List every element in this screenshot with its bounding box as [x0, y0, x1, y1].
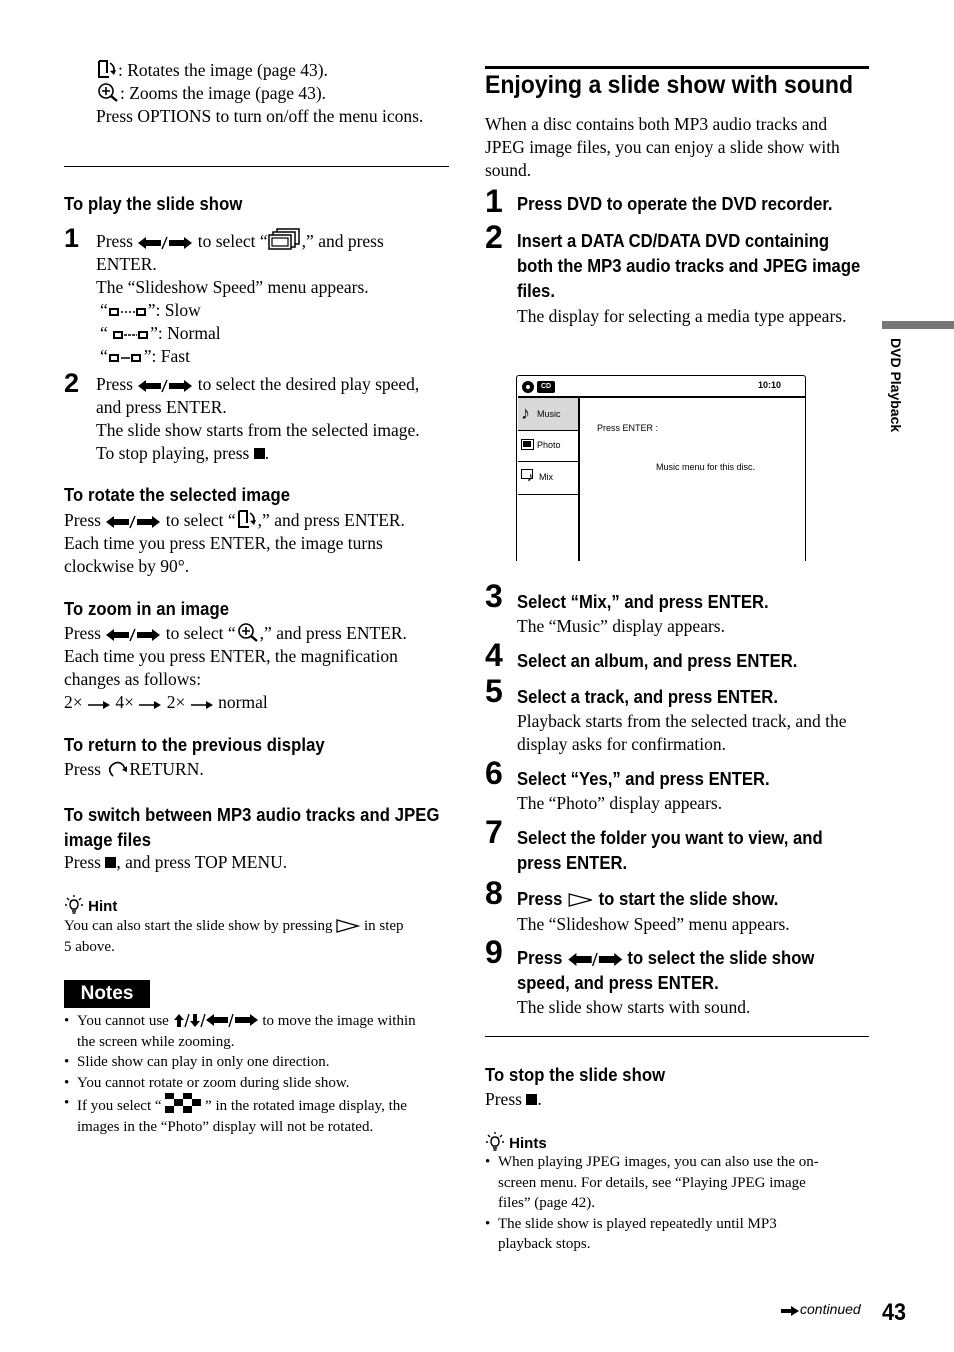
- step-number: 5: [485, 673, 503, 709]
- clock: 10:10: [758, 380, 782, 390]
- step-body: The “Slideshow Speed” menu appears.: [517, 914, 790, 934]
- hint-body: You can also start the slide show by pressing in step 5 above.: [64, 918, 404, 955]
- menu-item-mix[interactable]: ♪ Mix: [518, 462, 578, 495]
- hints-label: Hints: [485, 1131, 547, 1152]
- divider: [485, 1036, 869, 1037]
- stop-body: Press .: [485, 1089, 542, 1109]
- step-number: 2: [485, 219, 503, 255]
- step-title: Insert a DATA CD/DATA DVD containing both the MP3 audio tracks and JPEG image files.: [517, 230, 861, 301]
- stop-icon: [254, 448, 265, 459]
- list-item: • When playing JPEG images, you can also use the on- screen menu. For details, see “Playing JPEG image files” (page 42).: [485, 1154, 819, 1211]
- menu-item-photo[interactable]: Photo: [518, 431, 578, 462]
- page-number: 43: [882, 1299, 907, 1326]
- list-item: • You cannot rotate or zoom during slide show.: [64, 1074, 350, 1091]
- menu-divider: [578, 397, 580, 561]
- zoom-icon: [96, 82, 120, 102]
- music-note-icon: ♪: [527, 469, 534, 484]
- step-number: 6: [485, 755, 503, 791]
- step-body: The display for selecting a media type appears.: [517, 306, 847, 326]
- disc-icon: [522, 381, 534, 393]
- step-title: Press to start the slide show.: [517, 888, 779, 909]
- switch-heading: To switch between MP3 audio tracks and JPEG image files: [64, 804, 440, 850]
- screen-prompt: Press ENTER :: [597, 423, 659, 433]
- right-arrow-icon: [190, 699, 214, 711]
- step-body: The slide show starts with sound.: [517, 997, 751, 1017]
- left-right-arrows-icon: [105, 515, 161, 529]
- step-title: Press DVD to operate the DVD recorder.: [517, 193, 833, 214]
- photo-icon: [521, 439, 534, 450]
- step-number: 1: [485, 183, 503, 219]
- zoom-body: Press to select “ ,” and press ENTER. Each time you press ENTER, the magnification changes as follows: 2× 4× 2× normal: [64, 622, 454, 714]
- step-number: 7: [485, 814, 503, 850]
- zoom-icon: [236, 622, 260, 642]
- divider: [64, 166, 449, 167]
- step-body: The “Music” display appears.: [517, 616, 725, 636]
- side-tab-bar: [882, 321, 954, 329]
- step-number: 8: [485, 875, 503, 911]
- step-number: 1: [64, 223, 80, 253]
- rotate-heading: To rotate the selected image: [64, 484, 291, 505]
- return-body: Press RETURN.: [64, 759, 204, 779]
- title-rule: [485, 66, 869, 69]
- step-title: Press to select the slide show speed, and press ENTER.: [517, 947, 815, 993]
- hints-list: [485, 1152, 875, 1255]
- rotate-body: Press to select “ ,” and press ENTER. Each time you press ENTER, the image turns clockwise by 90°.: [64, 510, 405, 576]
- return-heading: To return to the previous display: [64, 734, 325, 755]
- stop-heading: To stop the slide show: [485, 1064, 666, 1085]
- switch-body: Press , and press TOP MENU.: [64, 852, 288, 872]
- left-right-arrows-icon: [567, 952, 623, 967]
- right-arrow-icon: [87, 699, 111, 711]
- side-tab: [887, 338, 907, 448]
- notes-list: [64, 1011, 454, 1137]
- rotate-icon: [236, 509, 258, 529]
- intro-block: [96, 59, 456, 128]
- play-icon: [567, 892, 594, 908]
- screen-message: Music menu for this disc.: [656, 462, 756, 472]
- disc-badge: CD: [537, 381, 555, 393]
- left-right-arrows-icon: [137, 379, 193, 393]
- list-item: • If you select “ ” in the rotated image display, the images in the “Photo” display will not be rotated.: [64, 1095, 407, 1135]
- zoom-sequence: 2× 4× 2× normal: [64, 692, 268, 712]
- step-number: 4: [485, 637, 503, 673]
- stop-icon: [526, 1094, 537, 1105]
- right-arrow-icon: [138, 699, 162, 711]
- step-title: Select “Mix,” and press ENTER.: [517, 591, 769, 612]
- step-body: Playback starts from the selected track, and the display asks for confirmation.: [517, 711, 847, 754]
- list-item: • You cannot use to move the image within the screen while zooming.: [64, 1013, 416, 1050]
- right-arrow-icon: [780, 1305, 800, 1317]
- play-step2: Press to select the desired play speed, and press ENTER. The slide show starts from the selected image. To stop playing, press .: [96, 374, 420, 463]
- rotate-line: : Rotates the image (page 43).: [96, 59, 456, 82]
- return-icon: [105, 760, 129, 778]
- step-body: The “Photo” display appears.: [517, 793, 723, 813]
- hint-icon: [485, 1131, 505, 1151]
- speed-normal-icon: [112, 328, 150, 342]
- stop-icon: [105, 857, 116, 868]
- hint-label: Hint: [64, 894, 117, 915]
- checker-icon: [165, 1093, 201, 1113]
- step-title: Select an album, and press ENTER.: [517, 650, 798, 671]
- speed-slow-icon: [108, 305, 148, 319]
- four-arrows-icon: [173, 1013, 259, 1028]
- hint-icon: [64, 894, 84, 914]
- step-number: 2: [64, 368, 80, 398]
- step-number: 3: [485, 578, 503, 614]
- rotate-icon: [96, 59, 118, 79]
- left-right-arrows-icon: [137, 236, 193, 250]
- left-right-arrows-icon: [105, 628, 161, 642]
- speed-fast-icon: [108, 351, 144, 365]
- list-item: • Slide show can play in only one direction.: [64, 1054, 330, 1070]
- play-heading: To play the slide show: [64, 193, 243, 214]
- options-line: Press OPTIONS to turn on/off the menu icons.: [96, 106, 424, 126]
- list-item: • The slide show is played repeatedly until MP3 playback stops.: [485, 1215, 777, 1252]
- zoom-heading: To zoom in an image: [64, 598, 230, 619]
- page-title: Enjoying a slide show with sound: [485, 71, 854, 99]
- notes-label: Notes: [64, 980, 150, 1008]
- step-title: Select the folder you want to view, and press ENTER.: [517, 827, 823, 873]
- zoom-line: : Zooms the image (page 43).: [96, 82, 456, 105]
- play-step1: Press to select “ ,” and press ENTER. The “Slideshow Speed” menu appears. “ ”: Slow “ ”: Normal “ ”: Fast: [96, 228, 456, 368]
- slideshow-icon: [268, 228, 302, 250]
- menu-item-music[interactable]: ♪ Music: [518, 398, 578, 431]
- intro-text: When a disc contains both MP3 audio tracks and JPEG image files, you can enjoy a slide show with sound.: [485, 114, 840, 180]
- screen-illustration: [516, 375, 806, 561]
- step-title: Select a track, and press ENTER.: [517, 686, 778, 707]
- music-note-icon: ♪: [521, 403, 530, 423]
- continued-marker: continued: [780, 1301, 861, 1317]
- step-title: Select “Yes,” and press ENTER.: [517, 768, 770, 789]
- play-icon: [336, 919, 360, 933]
- side-tab-label: DVD Playback: [888, 338, 904, 433]
- step-number: 9: [485, 934, 503, 970]
